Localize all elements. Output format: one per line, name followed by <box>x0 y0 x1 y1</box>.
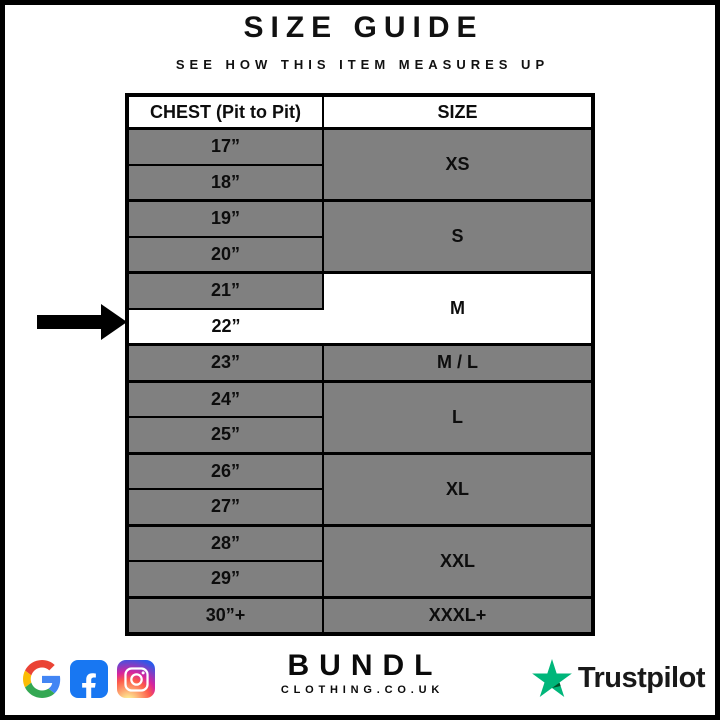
chest-cell: 20” <box>127 237 323 273</box>
table-row <box>127 381 593 417</box>
chest-cell-highlighted: 22” <box>127 309 323 345</box>
chest-cell: 23” <box>127 345 323 382</box>
size-cell-highlighted: M <box>323 273 593 345</box>
chest-cell: 28” <box>127 525 323 561</box>
page-title: SIZE GUIDE <box>243 11 484 44</box>
table-header-row <box>127 95 593 129</box>
brand-domain: CLOTHING.CO.UK <box>280 684 445 696</box>
size-cell: XXL <box>323 525 593 597</box>
trustpilot-star-icon <box>532 659 572 697</box>
chest-cell: 21” <box>127 273 323 309</box>
chest-cell: 30”+ <box>127 597 323 634</box>
size-cell: L <box>323 381 593 453</box>
chest-cell: 27” <box>127 489 323 525</box>
current-size-arrow-icon <box>35 304 125 340</box>
chest-cell: 17” <box>127 129 323 165</box>
size-cell: XL <box>323 453 593 525</box>
table-row <box>127 525 593 561</box>
size-cell: XS <box>323 129 593 201</box>
size-cell: XXXL+ <box>323 597 593 634</box>
arrow-head <box>101 304 127 340</box>
table-row <box>127 345 593 382</box>
table-row <box>127 597 593 634</box>
table-row <box>127 201 593 237</box>
page-subtitle: SEE HOW THIS ITEM MEASURES UP <box>175 57 550 72</box>
trustpilot-label: Trustpilot <box>577 661 705 694</box>
arrow-shaft <box>37 315 101 329</box>
size-guide-table <box>125 93 595 636</box>
chest-cell: 24” <box>127 381 323 417</box>
chest-cell: 29” <box>127 561 323 597</box>
size-cell: M / L <box>323 345 593 382</box>
chest-cell: 19” <box>127 201 323 237</box>
brand-name: BUNDL <box>287 649 443 682</box>
chest-cell: 25” <box>127 417 323 453</box>
table-row <box>127 453 593 489</box>
chest-cell: 18” <box>127 165 323 201</box>
size-cell: S <box>323 201 593 273</box>
trustpilot-logo <box>532 659 705 697</box>
size-header-cell: SIZE <box>323 95 593 129</box>
table-row <box>127 273 593 309</box>
chest-header-cell: CHEST (Pit to Pit) <box>127 95 323 129</box>
chest-cell: 26” <box>127 453 323 489</box>
table-row <box>127 129 593 165</box>
